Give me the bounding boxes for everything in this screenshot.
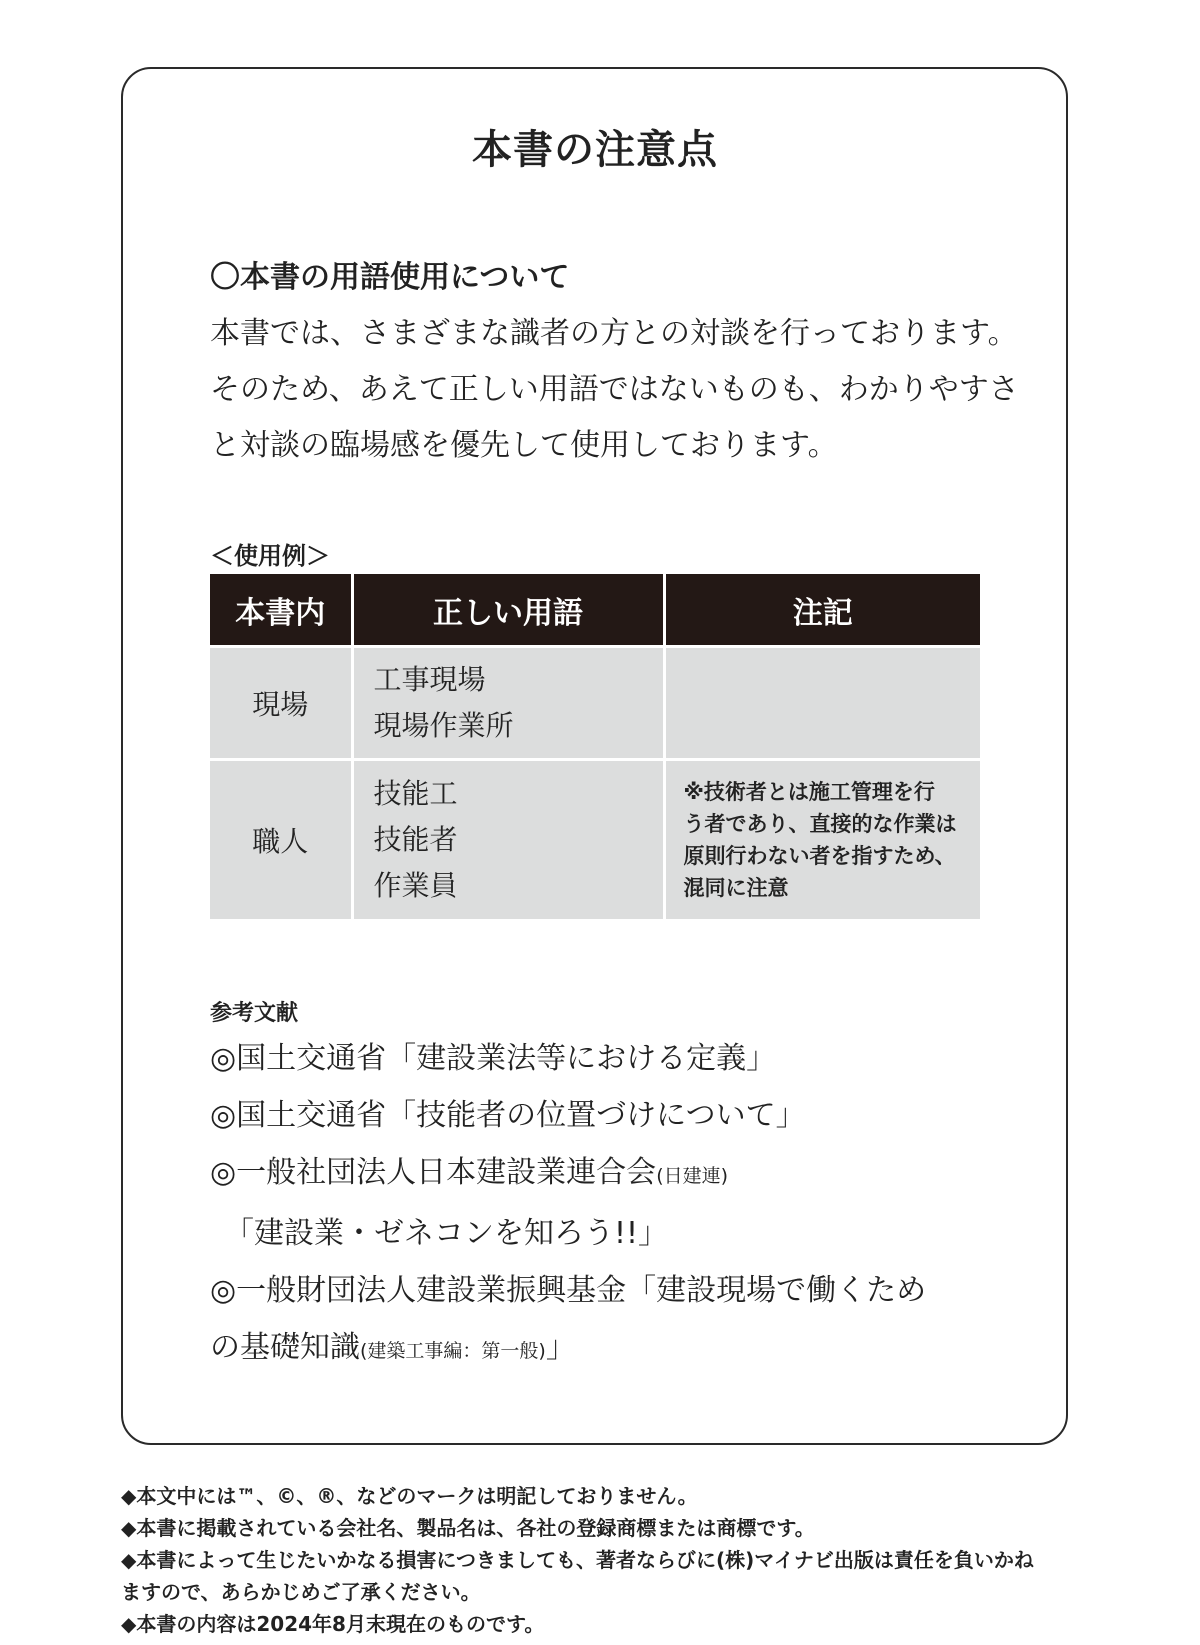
- footer-notes: [121, 1480, 1101, 1640]
- correct-term: 技能工: [373, 777, 458, 810]
- note-line: ◆本書の内容は2024年8月末現在のものです。: [121, 1612, 545, 1636]
- references-list: [210, 1030, 1010, 1380]
- correct-term: 技能者: [373, 823, 458, 856]
- paragraph-line: 本書では、さまざまな識者の方との対談を行っております。: [210, 316, 1018, 351]
- paragraph-line: と対談の臨場感を優先して使用しております。: [210, 428, 838, 463]
- note-cell: [664, 647, 980, 760]
- term-cell: 現場: [210, 647, 352, 760]
- note-line: ◆本文中には™、©、®、などのマークは明記しておりません。: [121, 1484, 698, 1508]
- note-line: ますので、あらかじめご了承ください。: [121, 1580, 481, 1604]
- table-row: [210, 760, 980, 921]
- correct-term: 作業員: [373, 869, 458, 902]
- reference-item: ◎国土交通省「技能者の位置づけについて」: [210, 1098, 806, 1133]
- section-paragraph: [210, 306, 1019, 474]
- references-label: 参考文献: [210, 1001, 299, 1026]
- note-line: ◆本書によって生じたいかなる損害につきましても、著者ならびに(株)マイナビ出版は責任を負いかね: [121, 1548, 1034, 1572]
- reference-item: ◎一般財団法人建設業振興基金「建設現場で働くため: [210, 1273, 927, 1308]
- correct-term-cell: [352, 760, 664, 921]
- section-heading: 〇本書の用語使用について: [210, 260, 570, 295]
- correct-term: 工事現場: [373, 663, 486, 696]
- note-cell: [664, 760, 980, 921]
- reference-item: ◎国土交通省「建設業法等における定義」: [210, 1041, 777, 1076]
- reference-text: 」: [545, 1330, 576, 1365]
- header-cell-note: 注記: [664, 574, 980, 647]
- table-row: [210, 647, 980, 760]
- reference-text: ◎一般社団法人日本建設業連合会: [210, 1155, 657, 1190]
- term-cell: 職人: [210, 760, 352, 921]
- note-line: 原則行わない者を指すため、: [683, 844, 956, 868]
- header-cell-correct-term: 正しい用語: [352, 574, 664, 647]
- note-line: う者であり、直接的な作業は: [683, 812, 957, 836]
- reference-item-continued: 「建設業・ゼネコンを知ろう!!」: [224, 1216, 669, 1251]
- correct-term: 現場作業所: [373, 709, 514, 742]
- reference-abbrev: (日建連): [656, 1165, 729, 1187]
- page-title: 本書の注意点: [472, 127, 718, 173]
- note-line: ◆本書に掲載されている会社名、製品名は、各社の登録商標または商標です。: [121, 1516, 815, 1540]
- reference-item-continued: [210, 1319, 1010, 1380]
- example-label: ＜使用例＞: [210, 542, 330, 570]
- table-header-row: [210, 574, 980, 647]
- note-line: 混同に注意: [683, 876, 789, 900]
- correct-term-cell: [352, 647, 664, 760]
- header-cell-book: 本書内: [210, 574, 352, 647]
- reference-text: の基礎知識: [210, 1330, 360, 1365]
- terms-table: [210, 574, 980, 922]
- reference-item: [210, 1144, 1010, 1205]
- paragraph-line: そのため、あえて正しい用語ではないものも、わかりやすさ: [210, 372, 1019, 407]
- reference-subtitle: (建築工事編：第一般): [360, 1340, 546, 1362]
- note-line: ※技術者とは施工管理を行: [683, 780, 935, 804]
